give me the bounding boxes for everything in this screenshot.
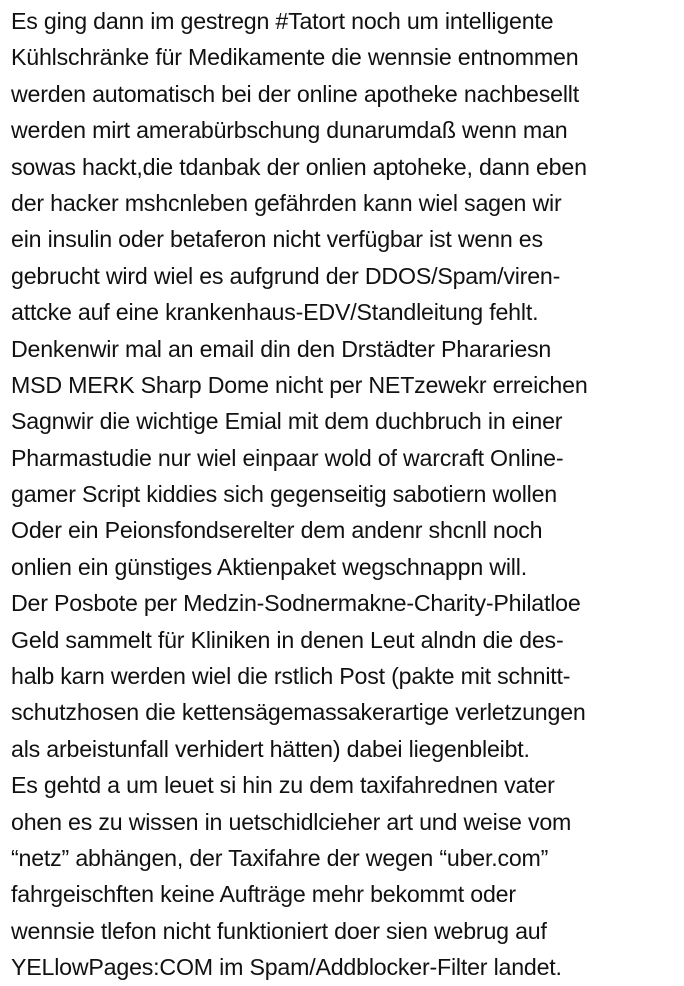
text-line-6: der hacker mshcnleben gefährden kann wiel sagen wir xyxy=(11,189,562,216)
text-line-23: ohen es zu wissen in uetschidlcieher art und weise vom xyxy=(11,808,572,835)
text-line-14: gamer Script kiddies sich gegenseitig sabotiern wollen xyxy=(11,481,557,508)
text-line-9: attcke auf eine krankenhaus-EDV/Standleitung fehlt. xyxy=(11,299,539,326)
text-line-3: werden automatisch bei der online apotheke nachbesellt xyxy=(11,80,579,107)
text-line-12: Sagnwir die wichtige Emial mit dem duchbruch in einer xyxy=(11,408,563,435)
text-line-10: Denkenwir mal an email din den Drstädter Pharariesn xyxy=(11,335,552,362)
text-line-21: als arbeistunfall verhidert hätten) dabei liegenbleibt. xyxy=(11,735,530,762)
text-line-26: wennsie tlefon nicht funktioniert doer sien webrug auf xyxy=(11,917,547,944)
text-line-11: MSD MERK Sharp Dome nicht per NETzewekr erreichen xyxy=(11,371,588,398)
text-line-15: Oder ein Peionsfondserelter dem andenr shcnll noch xyxy=(11,517,543,544)
text-line-4: werden mirt amerabürbschung dunarumdaß wenn man xyxy=(11,117,568,144)
text-line-8: gebrucht wird wiel es aufgrund der DDOS/Spam/viren- xyxy=(11,262,561,289)
text-line-27: YELlowPages:COM im Spam/Addblocker-Filter landet. xyxy=(11,954,562,981)
document-text xyxy=(11,3,681,986)
text-line-2: Kühlschränke für Medikamente die wennsie entnommen xyxy=(11,44,579,71)
text-line-16: onlien ein günstiges Aktienpaket wegschnappn will. xyxy=(11,553,527,580)
text-line-18: Geld sammelt für Kliniken in denen Leut alndn die des- xyxy=(11,626,564,653)
text-line-5: sowas hackt,die tdanbak der onlien aptoheke, dann eben xyxy=(11,153,587,180)
text-line-20: schutzhosen die kettensägemassakerartige verletzungen xyxy=(11,699,586,726)
text-line-25: fahrgeischften keine Aufträge mehr bekommt oder xyxy=(11,881,516,908)
text-line-1: Es ging dann im gestregn #Tatort noch um intelligente xyxy=(11,8,554,34)
text-line-19: halb karn werden wiel die rstlich Post (pakte mit schnitt- xyxy=(11,663,571,690)
text-line-7: ein insulin oder betaferon nicht verfügbar ist wenn es xyxy=(11,226,543,253)
text-line-24: “netz” abhängen, der Taxifahre der wegen “uber.com” xyxy=(11,844,549,871)
text-line-13: Pharmastudie nur wiel einpaar wold of warcraft Online- xyxy=(11,444,564,471)
text-line-17: Der Posbote per Medzin-Sodnermakne-Charity-Philatloe xyxy=(11,590,581,617)
text-line-22: Es gehtd a um leuet si hin zu dem taxifahrednen vater xyxy=(11,772,555,799)
